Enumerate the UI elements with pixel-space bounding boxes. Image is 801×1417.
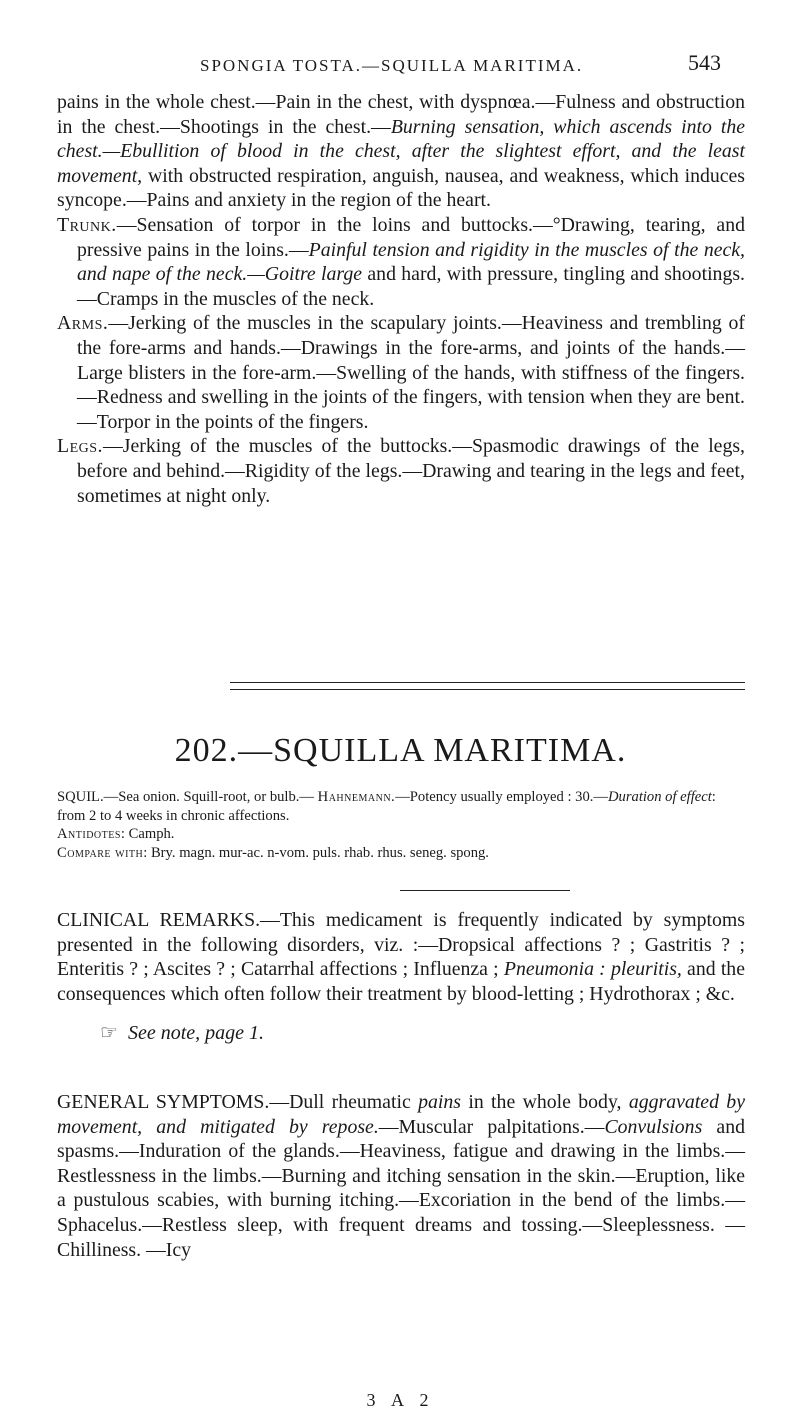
running-title: SPONGIA TOSTA.—SQUILLA MARITIMA.	[200, 56, 584, 75]
remedy-metadata	[57, 788, 747, 862]
clinical-remarks	[57, 908, 745, 1006]
arms-paragraph: Arms.—Jerking of the muscles in the scapulary joints.—Heaviness and trembling of the fore-arms and hands.—Drawings in the fore-arms, and joints of the hands.—Large blisters in the fore-arm.—Swelling of the hands, with stiffness of the fingers.—Redness and swelling in the joints of the fingers, with tension when they are bent.—Torpor in the points of the fingers.	[57, 312, 745, 433]
remedy-source-line: SQUIL.—Sea onion. Squill-root, or bulb.— Hahnemann.—Potency usually employed : 30.—Duration of effect: from 2 to 4 weeks in chronic affections.	[57, 789, 716, 824]
printer-signature: 3 A 2	[366, 1390, 435, 1410]
general-symptoms	[57, 1090, 745, 1262]
legs-paragraph: Legs.—Jerking of the muscles of the buttocks.—Spasmodic drawings of the legs, before and behind.—Rigidity of the legs.—Drawing and tearing in the legs and feet, sometimes at night only.	[57, 435, 745, 507]
compare-line: Compare with: Bry. magn. mur-ac. n-vom. puls. rhab. rhus. seneg. spong.	[57, 844, 489, 861]
see-note	[100, 1020, 264, 1045]
section-divider-single	[400, 890, 570, 891]
note-text: See note, page 1.	[127, 1022, 265, 1044]
clinical-paragraph: CLINICAL REMARKS.—This medicament is frequently indicated by symptoms presented in the following disorders, viz. :—Dropsical affections ? ; Gastritis ? ; Enteritis ? ; Ascites ? ; Catarrhal affections ; Influenza ; Pneumonia : pleuritis, and the consequences which often follow their treatment by blood-letting ; Hydrothorax ; &c.	[57, 909, 746, 1005]
general-paragraph: GENERAL SYMPTOMS.—Dull rheumatic pains in the whole body, aggravated by movement, and mitigated by repose.—Muscular palpitations.—Convulsions and spasms.—Induration of the glands.—Heaviness, fatigue and drawing in the limbs.—Restlessness in the limbs.—Burning and itching sensation in the skin.—Eruption, like a pustulous scabies, with burning itching.—Excoriation in the bend of the limbs.—Sphacelus.—Restless sleep, with frequent dreams and tossing.—Sleeplessness. — Chilliness. —Icy	[57, 1091, 745, 1261]
chest-paragraph: pains in the whole chest.—Pain in the chest, with dyspnœa.—Fulness and obstruction in the chest.—Shootings in the chest.—Burning sensation, which ascends into the chest.—Ebullition of blood in the chest, after the slightest effort, and the least movement, with obstructed respiration, anguish, nausea, and weakness, which induces syncope.—Pains and anxiety in the region of the heart.	[57, 91, 745, 212]
pointing-hand-icon: ☞	[100, 1022, 118, 1044]
section-divider-double	[230, 682, 745, 690]
section-heading: 202.—SQUILLA MARITIMA.	[174, 732, 627, 769]
trunk-paragraph: Trunk.—Sensation of torpor in the loins and buttocks.—°Drawing, tearing, and pressive pains in the loins.—Painful tension and rigidity in the muscles of the neck, and nape of the neck.—Goitre large and hard, with pressure, tingling and shootings.—Cramps in the muscles of the neck.	[57, 213, 745, 310]
antidotes-line: Antidotes: Camph.	[57, 826, 175, 843]
page-number: 543	[688, 50, 721, 75]
previous-remedy-continuation	[57, 90, 745, 508]
